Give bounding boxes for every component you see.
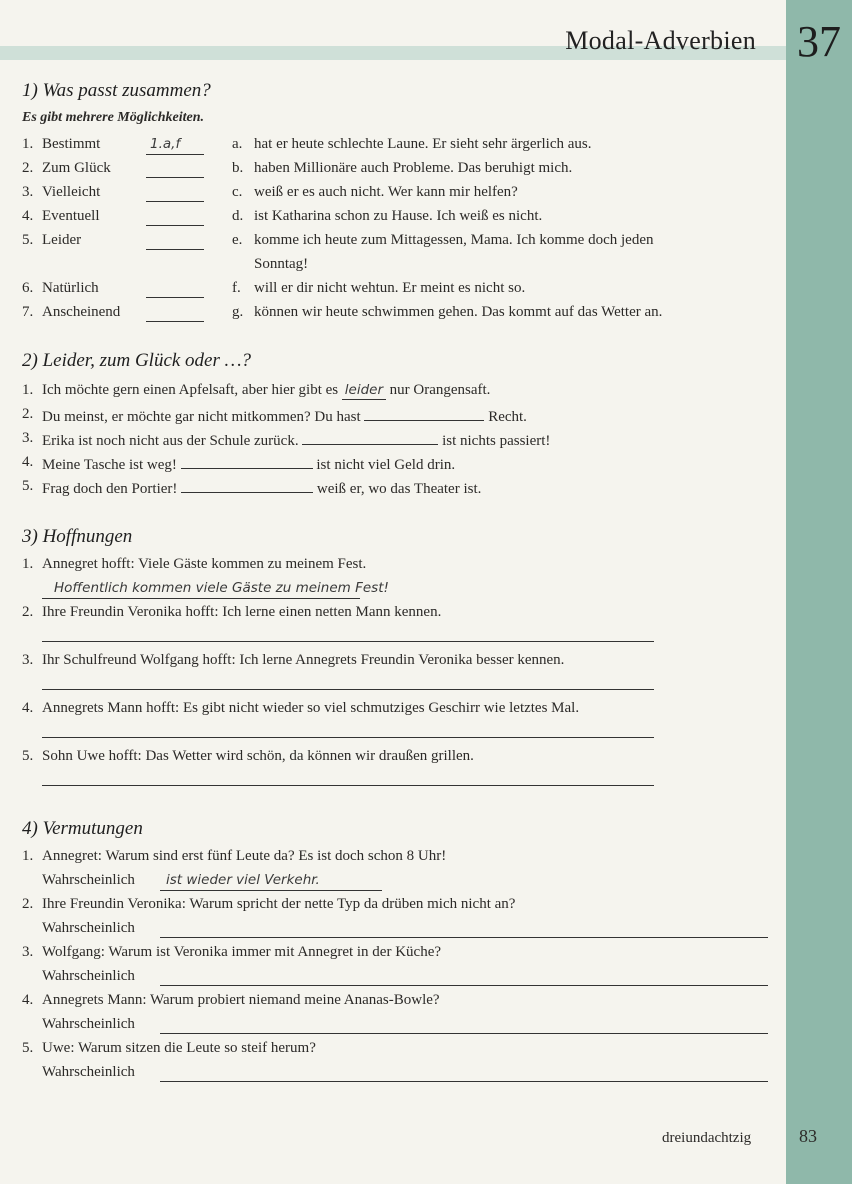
s2-after: ist nicht viel Geld drin.	[316, 457, 456, 473]
s2-answer: leider	[344, 382, 383, 398]
s2-answer-blank[interactable]	[302, 430, 438, 445]
s2-num: 2.	[22, 406, 34, 422]
s1-answer: 1.a,f	[150, 136, 181, 152]
s3-answer-line[interactable]	[42, 737, 654, 738]
s1-letter: f.	[232, 280, 241, 296]
s1-word: Natürlich	[42, 280, 99, 296]
s4-num: 4.	[22, 992, 34, 1008]
s1-clause: komme ich heute zum Mittagessen, Mama. Ich komme doch jeden	[254, 232, 654, 248]
s4-answer-line[interactable]	[160, 985, 768, 986]
s1-word: Leider	[42, 232, 82, 248]
s1-answer-blank[interactable]	[146, 249, 204, 250]
s2-before: Frag doch den Portier!	[42, 481, 178, 497]
s1-clause: können wir heute schwimmen gehen. Das kommt auf das Wetter an.	[254, 304, 663, 320]
s1-num: 1.	[22, 136, 34, 152]
s4-answer-line[interactable]	[160, 1081, 768, 1082]
s4-prefix: Wahrscheinlich	[42, 872, 135, 888]
side-color-band	[786, 0, 852, 1184]
s2-before: Meine Tasche ist weg!	[42, 457, 177, 473]
s3-answer-line[interactable]	[42, 689, 654, 690]
s1-clause: hat er heute schlechte Laune. Er sieht sehr ärgerlich aus.	[254, 136, 592, 152]
s4-prefix: Wahrscheinlich	[42, 1016, 135, 1032]
s1-answer-blank[interactable]	[146, 136, 204, 155]
s1-answer-blank[interactable]	[146, 297, 204, 298]
s3-prompt: Annegret hofft: Viele Gäste kommen zu meinem Fest.	[42, 556, 367, 572]
s4-num: 2.	[22, 896, 34, 912]
chapter-number: 37	[797, 17, 841, 66]
s1-answer-blank[interactable]	[146, 201, 204, 202]
s1-num: 2.	[22, 160, 34, 176]
s1-word: Zum Glück	[42, 160, 111, 176]
s1-clause: weiß er es auch nicht. Wer kann mir helfen?	[254, 184, 518, 200]
s3-prompt: Sohn Uwe hofft: Das Wetter wird schön, da können wir draußen grillen.	[42, 748, 474, 764]
s2-sentence	[42, 430, 550, 450]
s3-answer-line[interactable]	[42, 785, 654, 786]
s2-num: 5.	[22, 478, 34, 494]
s3-num: 5.	[22, 748, 34, 764]
s2-sentence	[42, 382, 490, 400]
s1-letter: g.	[232, 304, 244, 320]
s2-before: Ich möchte gern einen Apfelsaft, aber hier gibt es	[42, 382, 339, 398]
s2-after: ist nichts passiert!	[442, 433, 551, 449]
s1-answer-blank[interactable]	[146, 321, 204, 322]
s2-before: Du meinst, er möchte gar nicht mitkommen? Du hast	[42, 409, 361, 425]
s1-letter: d.	[232, 208, 244, 224]
s4-answer-line[interactable]	[160, 872, 382, 891]
page-number: 83	[799, 1126, 817, 1146]
s4-question: Annegret: Warum sind erst fünf Leute da? Es ist doch schon 8 Uhr!	[42, 848, 447, 864]
s3-num: 1.	[22, 556, 34, 572]
section-1-title: 1) Was passt zusammen?	[22, 80, 211, 101]
s1-num: 3.	[22, 184, 34, 200]
page-title: Modal-Adverbien	[565, 26, 756, 55]
s2-num: 3.	[22, 430, 34, 446]
section-1-instruction: Es gibt mehrere Möglichkeiten.	[22, 110, 204, 125]
s1-clause: ist Katharina schon zu Hause. Ich weiß es nicht.	[254, 208, 543, 224]
s4-question: Annegrets Mann: Warum probiert niemand meine Ananas-Bowle?	[42, 992, 440, 1008]
s3-answer-line[interactable]	[42, 580, 389, 599]
s3-prompt: Annegrets Mann hofft: Es gibt nicht wieder so viel schmutziges Geschirr wie letztes Mal.	[42, 700, 580, 716]
s2-sentence	[42, 454, 455, 474]
s3-prompt: Ihr Schulfreund Wolfgang hofft: Ich lerne Annegrets Freundin Veronika besser kennen.	[42, 652, 565, 668]
s1-word: Bestimmt	[42, 136, 101, 152]
s4-question: Wolfgang: Warum ist Veronika immer mit Annegret in der Küche?	[42, 944, 442, 960]
s3-prompt: Ihre Freundin Veronika hofft: Ich lerne einen netten Mann kennen.	[42, 604, 442, 620]
s1-clause-continued: Sonntag!	[254, 256, 309, 272]
s2-sentence	[42, 406, 527, 426]
s1-letter: c.	[232, 184, 243, 200]
section-2-title: 2) Leider, zum Glück oder …?	[22, 350, 252, 371]
s2-before: Erika ist noch nicht aus der Schule zurück.	[42, 433, 299, 449]
s4-question: Ihre Freundin Veronika: Warum spricht der nette Typ da drüben mich nicht an?	[42, 896, 516, 912]
s3-num: 4.	[22, 700, 34, 716]
s4-prefix: Wahrscheinlich	[42, 968, 135, 984]
s1-clause: haben Millionäre auch Probleme. Das beruhigt mich.	[254, 160, 573, 176]
s2-num: 1.	[22, 382, 34, 398]
s2-answer-blank[interactable]	[342, 382, 386, 400]
s2-after: weiß er, wo das Theater ist.	[316, 481, 482, 497]
s1-letter: b.	[232, 160, 244, 176]
s4-prefix: Wahrscheinlich	[42, 920, 135, 936]
s2-sentence	[42, 478, 481, 498]
s1-word: Vielleicht	[42, 184, 101, 200]
s1-num: 5.	[22, 232, 34, 248]
page-number-word: dreiundachtzig	[662, 1130, 752, 1146]
section-4-title: 4) Vermutungen	[22, 818, 143, 839]
s4-prefix: Wahrscheinlich	[42, 1064, 135, 1080]
s1-clause: will er dir nicht wehtun. Er meint es nicht so.	[254, 280, 526, 296]
s4-answer-line[interactable]	[160, 937, 768, 938]
s2-num: 4.	[22, 454, 34, 470]
s1-num: 7.	[22, 304, 34, 320]
s3-num: 2.	[22, 604, 34, 620]
s1-answer-blank[interactable]	[146, 225, 204, 226]
s2-after: Recht.	[488, 409, 527, 425]
section-3-title: 3) Hoffnungen	[22, 526, 133, 547]
s1-word: Anscheinend	[42, 304, 121, 320]
s1-num: 4.	[22, 208, 34, 224]
s2-answer-blank[interactable]	[364, 406, 484, 421]
s1-word: Eventuell	[42, 208, 100, 224]
s3-answer-line[interactable]	[42, 641, 654, 642]
s4-num: 1.	[22, 848, 34, 864]
s1-letter: e.	[232, 232, 243, 248]
s2-after: nur Orangensaft.	[389, 382, 491, 398]
s4-num: 5.	[22, 1040, 34, 1056]
s4-num: 3.	[22, 944, 34, 960]
s3-num: 3.	[22, 652, 34, 668]
s3-answer: Hoffentlich kommen viele Gäste zu meinem Fest!	[54, 580, 389, 596]
s2-answer-blank[interactable]	[181, 478, 313, 493]
s4-answer-line[interactable]	[160, 1033, 768, 1034]
s1-letter: a.	[232, 136, 243, 152]
s1-answer-blank[interactable]	[146, 177, 204, 178]
s1-num: 6.	[22, 280, 34, 296]
s4-answer: ist wieder viel Verkehr.	[166, 872, 320, 888]
s2-answer-blank[interactable]	[181, 454, 313, 469]
s4-question: Uwe: Warum sitzen die Leute so steif herum?	[42, 1040, 316, 1056]
